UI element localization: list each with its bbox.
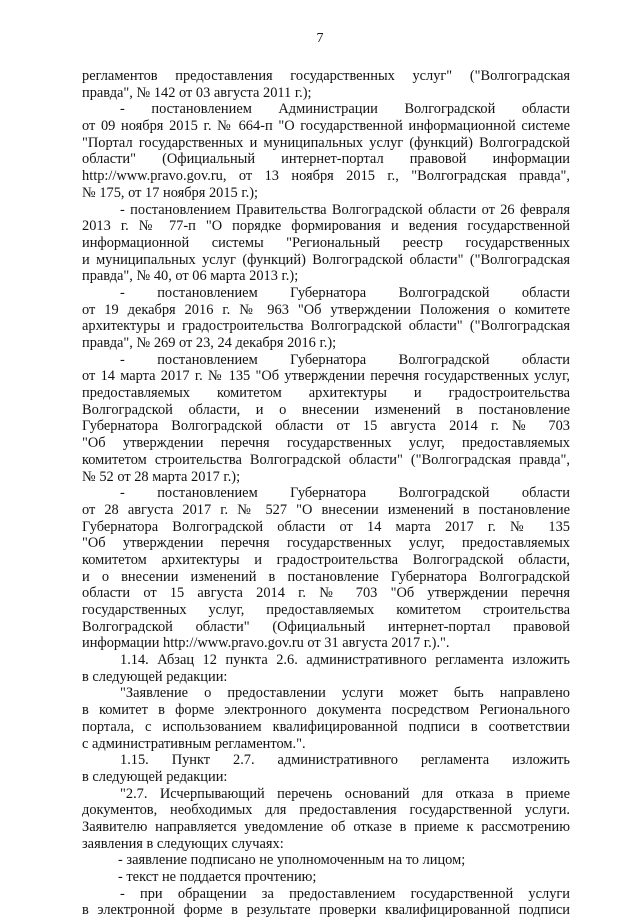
text-line: заявления в следующих случаях: [82, 835, 284, 852]
text-line: комитетом архитектуры и градостроительства Волгоградской области, [82, 551, 570, 568]
text-line: предоставляемых комитетом архитектуры и градостроительства [82, 385, 570, 402]
page-number: 7 [316, 31, 324, 46]
text-line: от 09 ноября 2015 г. № 664-п "О государственной информационной системе [82, 118, 570, 135]
text-line: № 52 от 28 марта 2017 г.); [82, 468, 241, 485]
text-line: 1.14. Абзац 12 пункта 2.6. административного регламента изложить [120, 652, 570, 669]
document-body [82, 68, 570, 919]
text-line: в следующей редакции: [82, 768, 228, 785]
text-line: Губернатора Волгоградской области от 15 августа 2014 г. № 703 [82, 418, 570, 435]
text-line: 2013 г. № 77-п "О порядке формирования и ведения государственной [82, 218, 570, 235]
text-line: и о внесении изменений в постановление Губернатора Волгоградской [82, 568, 570, 585]
text-line: правда", № 40, от 06 марта 2013 г.); [82, 268, 299, 285]
text-line: от 14 марта 2017 г. № 135 "Об утверждении перечня государственных услуг, [82, 368, 570, 385]
text-line: государственных услуг, предоставляемых комитетом строительства [82, 602, 570, 618]
text-line: - заявление подписано не уполномоченным на то лицом; [118, 852, 466, 869]
text-line: портала, с использованием квалифицированной подписи в соответствии [82, 718, 570, 735]
text-line: документов, необходимых для предоставления государственной услуги. [82, 802, 570, 819]
text-line: "Заявление о предоставлении услуги может быть направлено [120, 685, 570, 702]
text-line: с административным регламентом.". [82, 735, 306, 752]
text-line: правда", № 142 от 03 августа 2011 г.); [82, 84, 312, 101]
text-line: Волгоградской области" (Официальный интернет-портал правовой [82, 618, 570, 635]
text-line: № 175, от 17 ноября 2015 г.); [82, 184, 259, 201]
text-line: - постановлением Губернатора Волгоградской области [120, 485, 570, 502]
text-line: "2.7. Исчерпывающий перечень оснований для отказа в приеме [120, 785, 570, 802]
text-line: архитектуры и градостроительства Волгоградской области" ("Волгоградская [82, 318, 570, 335]
text-line: от 19 декабря 2016 г. № 963 "Об утверждении Положения о комитете [82, 301, 570, 318]
text-line: Губернатора Волгоградской области от 14 марта 2017 г. № 135 [82, 518, 570, 535]
text-line: "Об утверждении перечня государственных услуг, предоставляемых [82, 435, 570, 452]
text-line: Заявителю направляется уведомление об отказе в приеме к рассмотрению [82, 818, 570, 835]
text-line: информационной системы "Региональный реестр государственных [82, 234, 570, 251]
text-line: в электронной форме в результате проверки квалифицированной подписи [82, 902, 570, 919]
text-line: - при обращении за предоставлением государственной услуги [120, 885, 570, 902]
text-line: http://www.pravo.gov.ru, от 13 ноября 2015 г., "Волгоградская правда", [82, 168, 570, 185]
text-line: правда", № 269 от 23, 24 декабря 2016 г.); [82, 335, 337, 351]
text-line: - постановлением Губернатора Волгоградской области [120, 284, 570, 301]
text-line: области" (Официальный интернет-портал правовой информации [82, 151, 570, 168]
text-line: Волгоградской области, и о внесении изменений в постановление [82, 401, 570, 418]
text-line: регламентов предоставления государственных услуг" ("Волгоградская [82, 68, 570, 84]
text-line: - текст не поддается прочтению; [118, 869, 317, 885]
text-line: - постановлением Правительства Волгоградской области от 26 февраля [120, 201, 570, 218]
text-line: - постановлением Губернатора Волгоградской области [120, 351, 570, 368]
text-line: и муниципальных услуг (функций) Волгоградской области" ("Волгоградская [82, 251, 570, 268]
text-line: от 28 августа 2017 г. № 527 "О внесении изменений в постановление [82, 501, 570, 518]
text-line: комитетом строительства Волгоградской области" ("Волгоградская правда", [82, 451, 570, 468]
text-line: - постановлением Администрации Волгоградской области [120, 101, 570, 118]
text-line: в следующей редакции: [82, 668, 228, 685]
text-line: "Портал государственных и муниципальных услуг (функций) Волгоградской [82, 134, 570, 151]
text-line: "Об утверждении перечня государственных услуг, предоставляемых [82, 535, 570, 552]
text-line: 1.15. Пункт 2.7. административного регламента изложить [120, 752, 570, 769]
text-line: в комитет в форме электронного документа посредством Регионального [82, 702, 570, 719]
text-line: информации http://www.pravo.gov.ru от 31 августа 2017 г.).". [82, 635, 450, 652]
text-line: области от 15 августа 2014 г. № 703 "Об утверждении перечня [82, 585, 570, 602]
